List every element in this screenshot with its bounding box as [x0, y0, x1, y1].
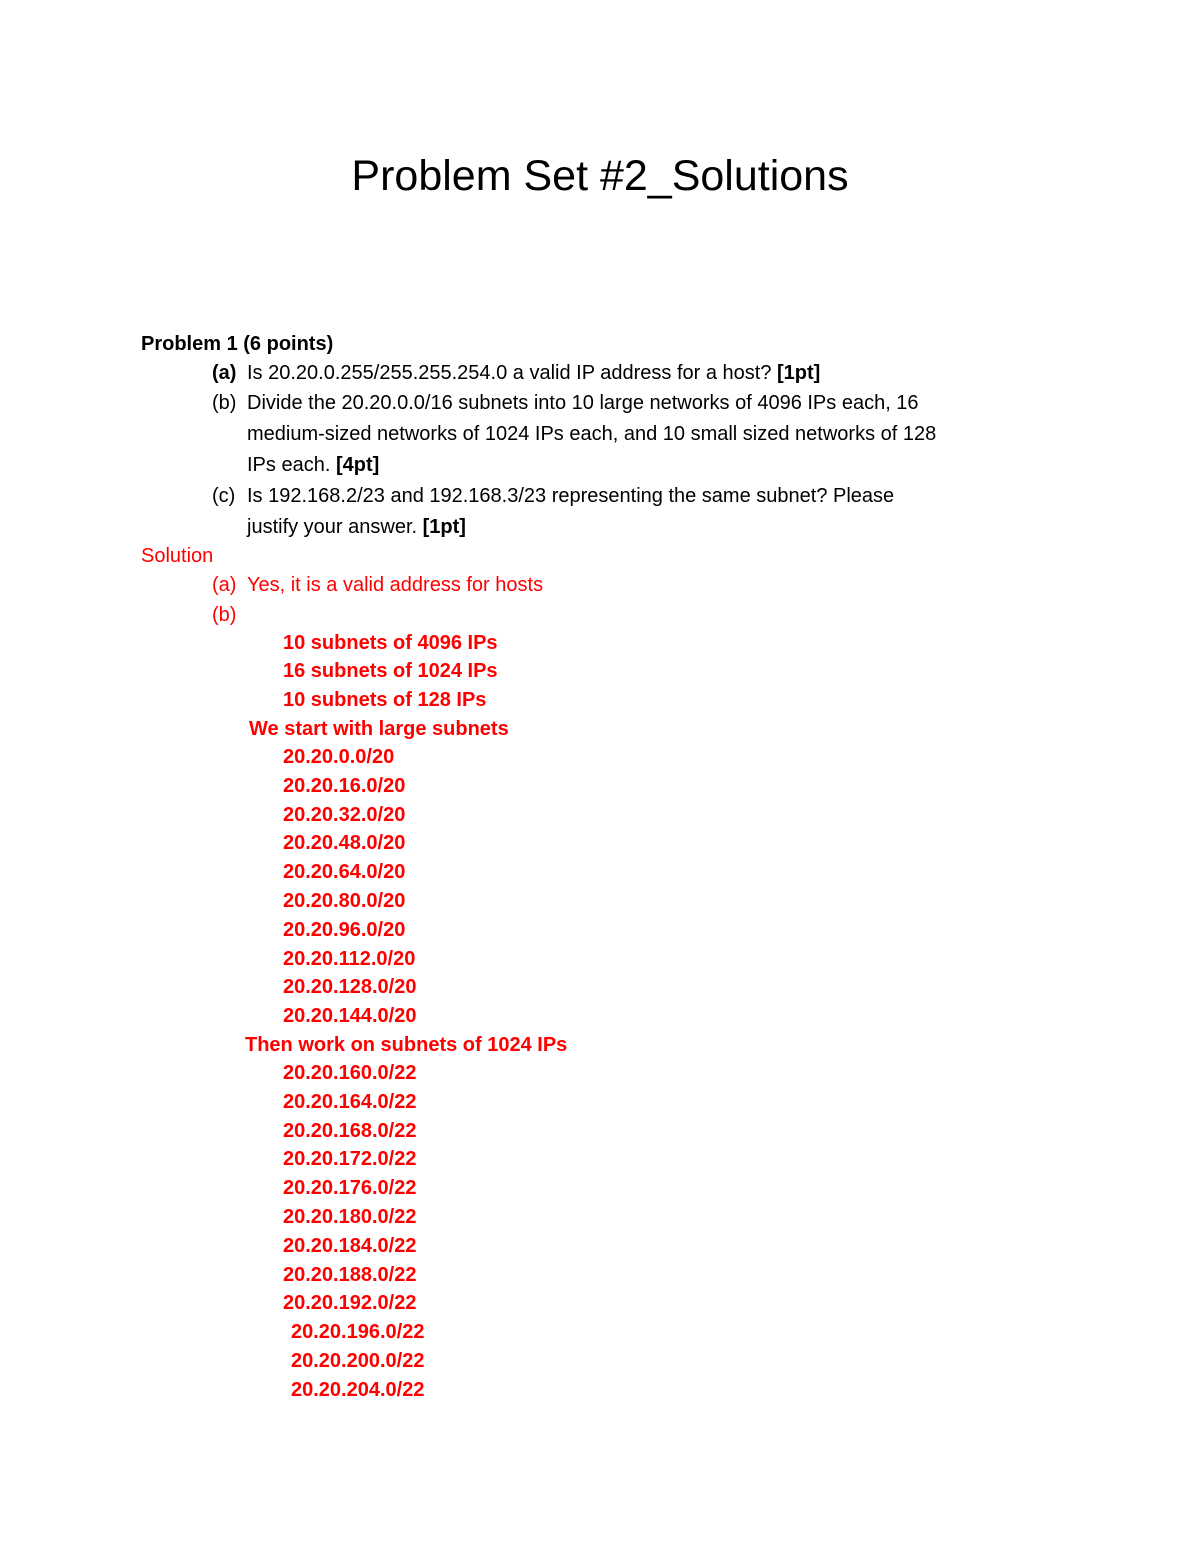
subnet-item: 20.20.80.0/20: [283, 890, 406, 912]
medium-subnets-heading: Then work on subnets of 1024 IPs: [245, 1034, 568, 1056]
summary-line: 10 subnets of 128 IPs: [283, 689, 487, 711]
answer-a-text: Yes, it is a valid address for hosts: [247, 574, 544, 596]
answer-b-marker: (b): [212, 604, 237, 626]
question-b-body: IPs each.: [247, 454, 336, 476]
subnet-item: 20.20.200.0/22: [291, 1350, 425, 1372]
question-c-marker: (c): [212, 485, 236, 507]
question-c-points: [1pt]: [422, 516, 466, 538]
subnet-item: 20.20.96.0/20: [283, 918, 406, 941]
question-a-text: [247, 359, 820, 387]
question-b-line-1: Divide the 20.20.0.0/16 subnets into 10 large networks of 4096 IPs each, 16: [247, 392, 919, 414]
summary-line: 10 subnets of 4096 IPs: [283, 632, 498, 654]
subnet-item: 20.20.128.0/20: [283, 976, 417, 999]
problem-heading: Problem 1 (6 points): [141, 333, 334, 355]
subnet-item: 20.20.168.0/22: [283, 1119, 417, 1142]
subnet-item: 20.20.164.0/22: [283, 1090, 417, 1113]
subnet-item: 20.20.160.0/22: [283, 1062, 417, 1084]
subnet-item: 20.20.16.0/20: [283, 774, 406, 797]
subnet-item: 20.20.176.0/22: [283, 1177, 417, 1200]
subnet-item: 20.20.48.0/20: [283, 832, 406, 855]
subnet-item: 20.20.180.0/22: [283, 1206, 417, 1228]
question-c-body: justify your answer.: [247, 516, 423, 538]
subnet-item: 20.20.144.0/20: [283, 1005, 417, 1028]
question-a-marker: (a): [212, 362, 237, 384]
question-b-marker: (b): [212, 392, 237, 414]
subnet-item: 20.20.192.0/22: [283, 1292, 417, 1315]
question-c-line-1: Is 192.168.2/23 and 192.168.3/23 representing the same subnet? Please: [247, 485, 895, 507]
question-a-body: Is 20.20.0.255/255.255.254.0 a valid IP address for a host?: [247, 362, 778, 384]
question-b-line-2: medium-sized networks of 1024 IPs each, and 10 small sized networks of 128: [247, 423, 937, 445]
answer-a-marker: (a): [212, 574, 237, 596]
subnet-item: 20.20.196.0/22: [291, 1321, 425, 1344]
question-b-line-3: [247, 451, 379, 479]
subnet-item: 20.20.172.0/22: [283, 1148, 417, 1171]
question-b-points: [4pt]: [335, 454, 380, 476]
question-c-line-2: [247, 513, 466, 541]
subnet-item: 20.20.188.0/22: [283, 1263, 417, 1286]
summary-line: 16 subnets of 1024 IPs: [283, 660, 498, 682]
subnet-item: 20.20.204.0/22: [291, 1378, 425, 1401]
solution-label: Solution: [141, 545, 214, 567]
question-a-points: [1pt]: [777, 362, 821, 384]
subnet-item: 20.20.64.0/20: [283, 861, 406, 884]
subnet-item: 20.20.0.0/20: [283, 746, 395, 768]
subnet-item: 20.20.32.0/20: [283, 803, 406, 826]
subnet-item: 20.20.112.0/20: [283, 947, 416, 970]
document-title: Problem Set #2_Solutions: [351, 152, 849, 200]
large-subnets-heading: We start with large subnets: [249, 718, 509, 740]
subnet-item: 20.20.184.0/22: [283, 1234, 417, 1257]
